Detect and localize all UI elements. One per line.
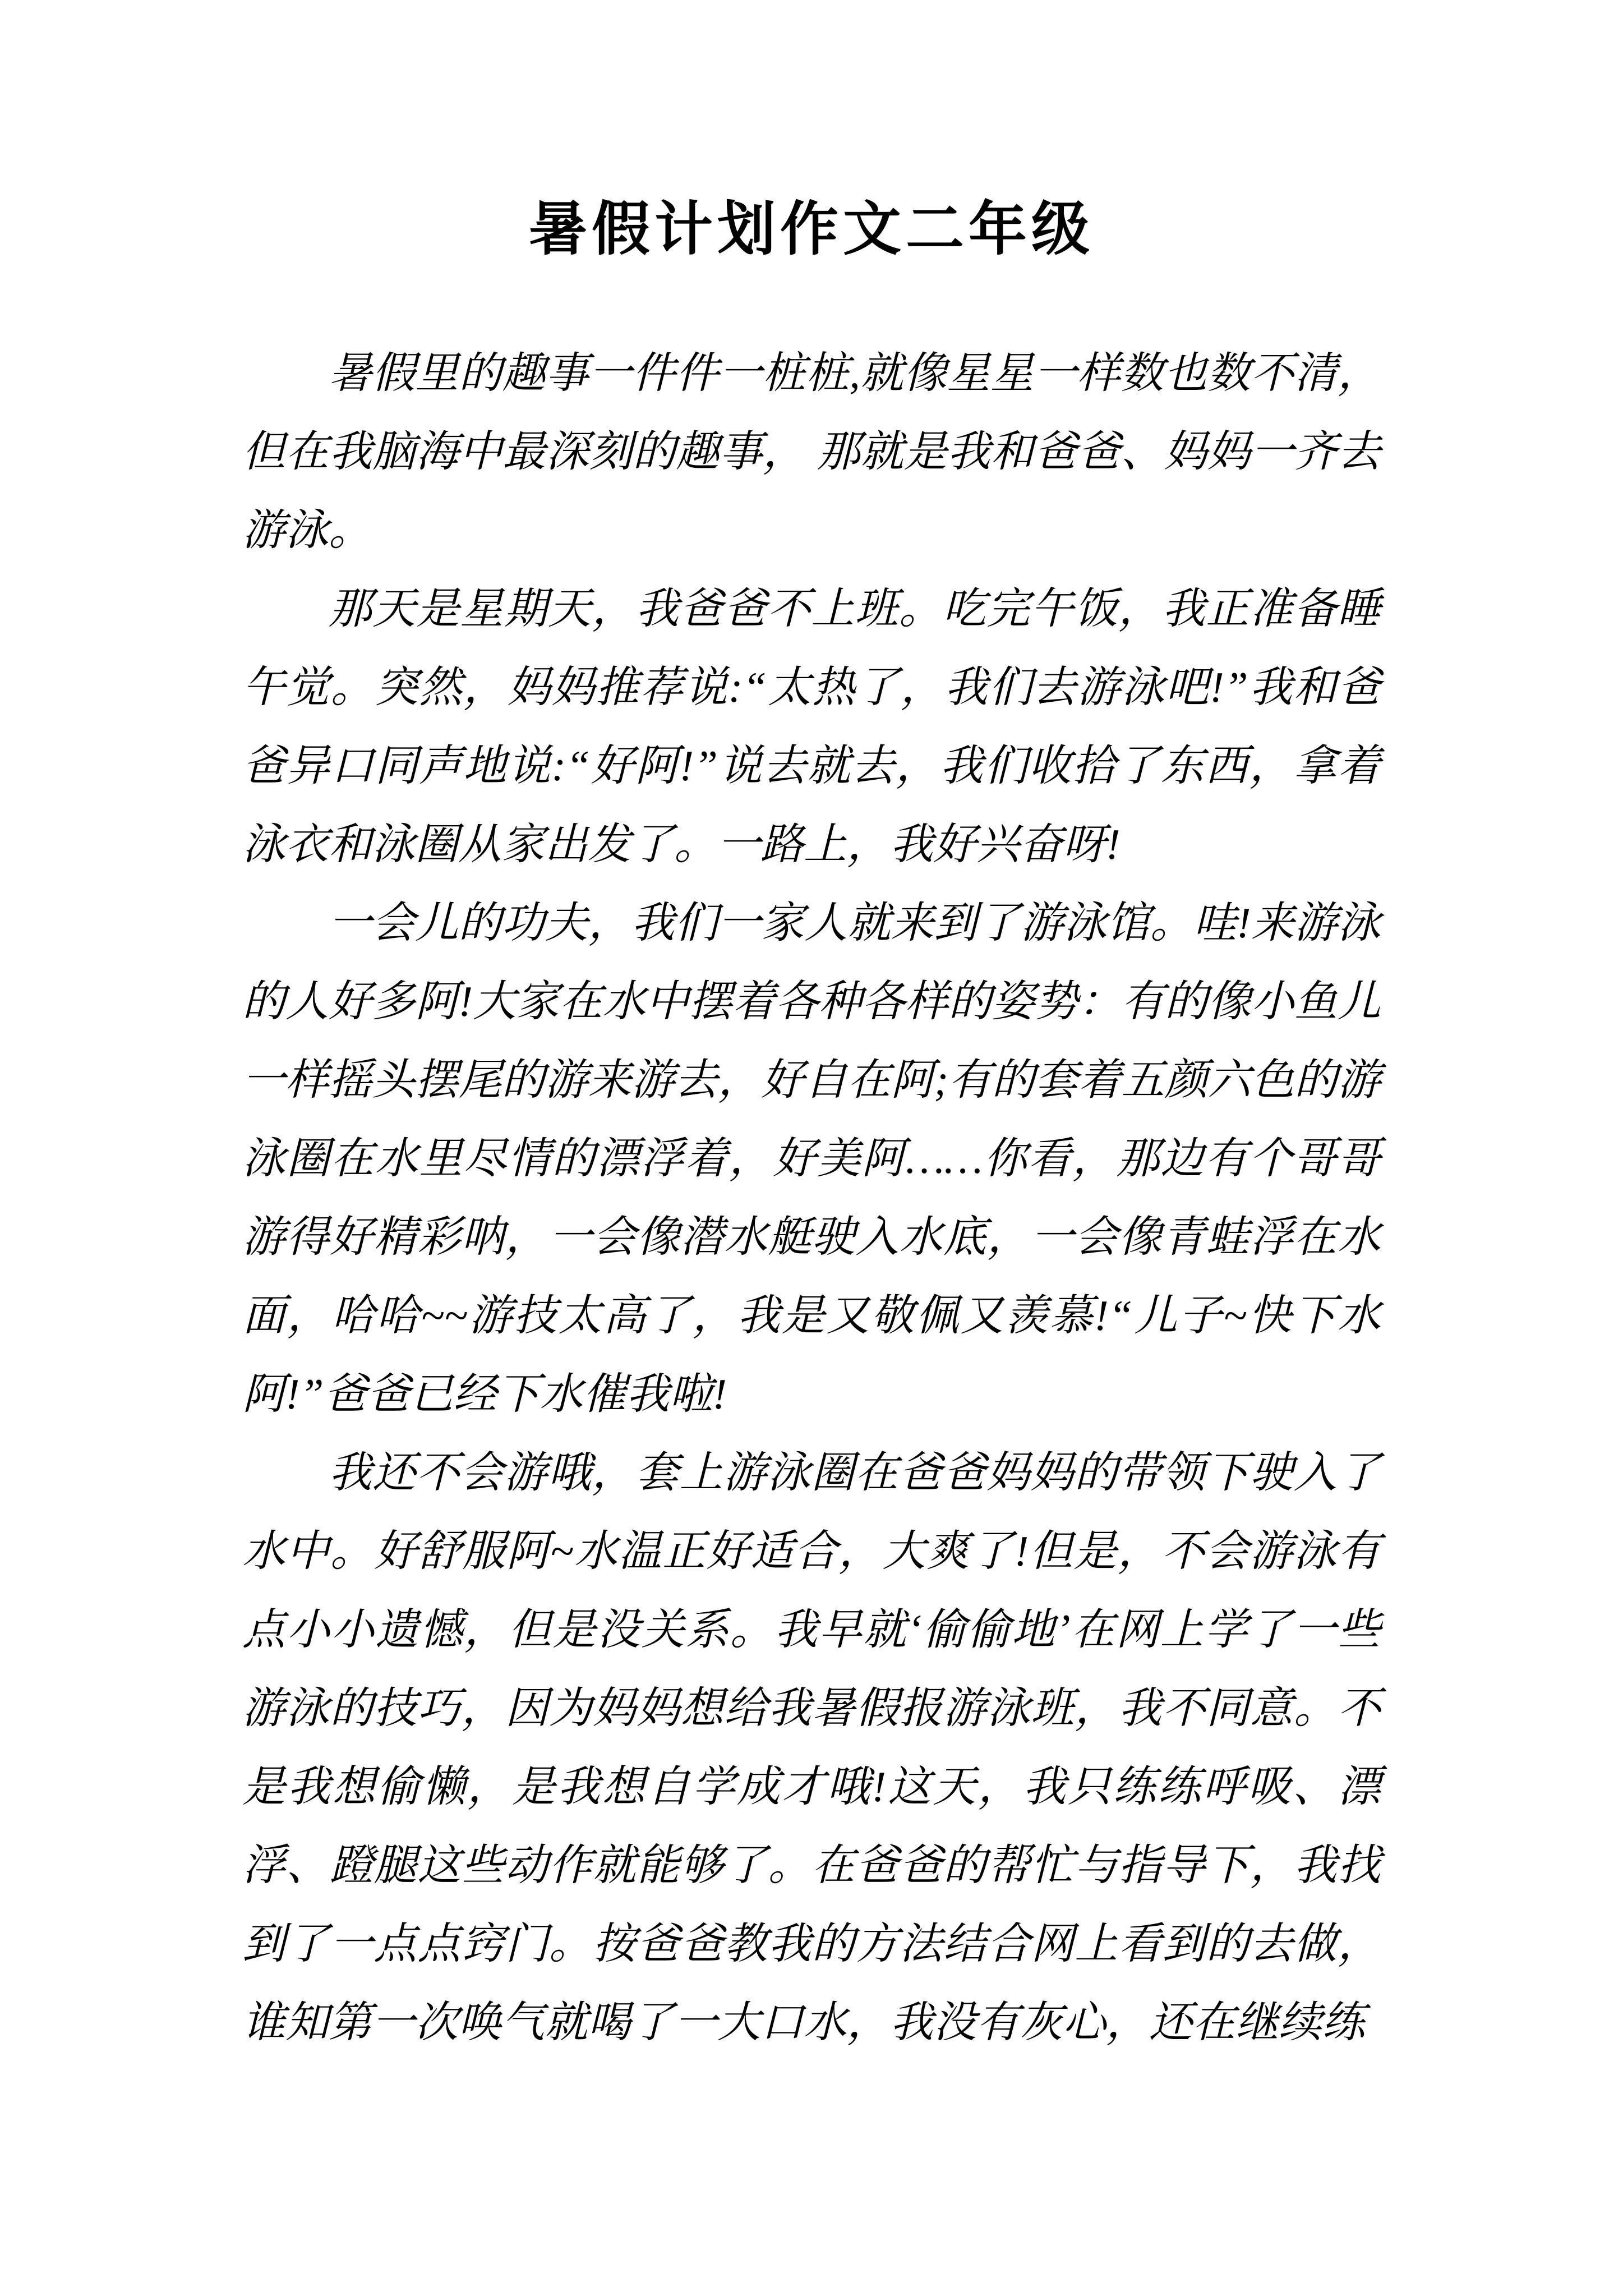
essay-body <box>242 334 1381 2062</box>
paragraph-3: 一会儿的功夫，我们一家人就来到了游泳馆。哇!来游泳的人好多阿!大家在水中摆着各种各样的姿势：有的像小鱼儿一样摇头摆尾的游来游去，好自在阿;有的套着五颜六色的游泳圈在水里尽情的漂浮着，好美阿……你看，那边有个哥哥游得好精彩呐，一会像潜水艇驶入水底，一会像青蛙浮在水面，哈哈~~游技太高了，我是又敬佩又羡慕!“儿子~快下水阿!”爸爸已经下水催我啦! <box>242 899 1381 1418</box>
paragraph-2: 那天是星期天，我爸爸不上班。吃完午饭，我正准备睡午觉。突然，妈妈推荐说:“太热了，我们去游泳吧!”我和爸爸异口同声地说:“好阿!”说去就去，我们收拾了东西，拿着泳衣和泳圈从家出发了。一路上，我好兴奋呀! <box>242 585 1381 868</box>
paragraph-1: 暑假里的趣事一件件一桩桩,就像星星一样数也数不清，但在我脑海中最深刻的趣事， 那就是我和爸爸、妈妈一齐去游泳。 <box>242 349 1381 554</box>
page-title: 暑假计划作文二年级 <box>528 197 1094 262</box>
paragraph-4: 我还不会游哦，套上游泳圈在爸爸妈妈的带领下驶入了水中。好舒服阿~水温正好适合，大爽了!但是，不会游泳有点小小遗憾，但是没关系。我早就‘偷偷地’在网上学了一些游泳的技巧，因为妈妈想给我暑假报游泳班，我不同意。不是我想偷懒，是我想自学成才哦!这天，我只练练呼吸、漂浮、蹬腿这些动作就能够了。在爸爸的帮忙与指导下，我找到了一点点窍门。按爸爸教我的方法结合网上看到的去做，谁知第一次唤气就喝了一大口水，我没有灰心，还在继续练 <box>242 1448 1381 2046</box>
